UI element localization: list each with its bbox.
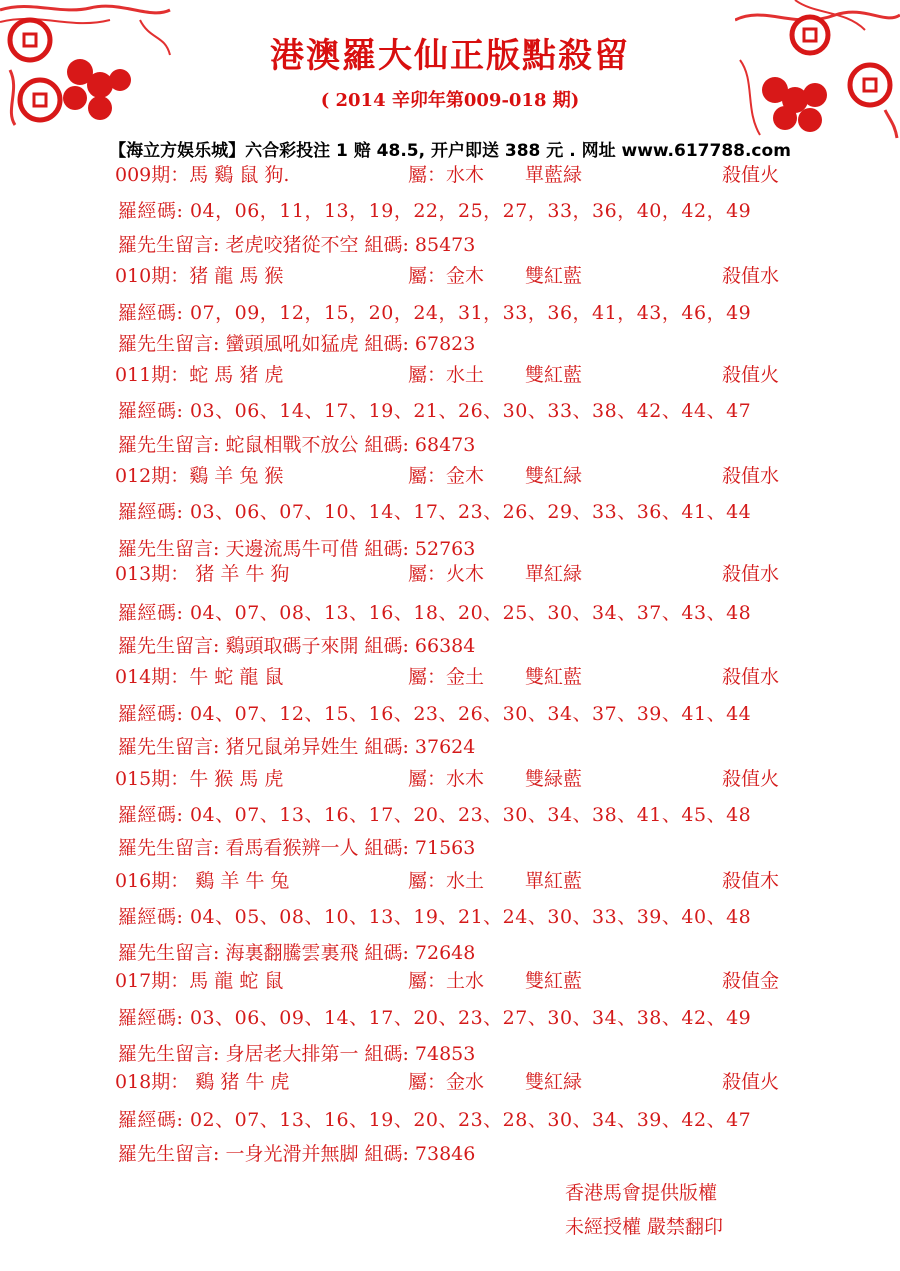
entry-message: 羅先生留言: 海裏翻騰雲裏飛 組碼: 72648 [118,942,476,964]
entry-kill: 殺值水 [722,465,780,487]
entry-period: 013期： 猪 羊 牛 狗 [115,563,290,585]
entry-period: 011期：蛇 馬 猪 虎 [115,364,284,386]
entry-shu: 屬：水土 [408,364,485,386]
entry-shu: 屬：水木 [408,164,485,186]
entry-color: 雙紅藍 [525,265,583,287]
entry-shu: 屬：火木 [408,563,485,585]
entry-period: 014期：牛 蛇 龍 鼠 [115,666,284,688]
entry-period: 010期：猪 龍 馬 猴 [115,265,284,287]
entry-numbers: 羅經碼: 04、07、12、15、16、23、26、30、34、37、39、41、44 [118,703,752,725]
entry-shu: 屬：金木 [408,465,485,487]
entry-numbers: 羅經碼: 03、06、07、10、14、17、23、26、29、33、36、41、44 [118,501,752,523]
entry-shu: 屬：金木 [408,265,485,287]
entry-kill: 殺值火 [722,364,780,386]
entry-numbers: 羅經碼: 04、05、08、10、13、19、21、24、30、33、39、40、48 [118,906,752,928]
entry-color: 單藍緑 [525,164,583,186]
entry-message: 羅先生留言: 天邊流馬牛可借 組碼: 52763 [118,538,476,560]
entry-message: 羅先生留言: 看馬看猴辨一人 組碼: 71563 [118,837,476,859]
entry-color: 雙紅藍 [525,666,583,688]
entry-shu: 屬：金土 [408,666,485,688]
entry-shu: 屬：水木 [408,768,485,790]
entry-numbers: 羅經碼: 02、07、13、16、19、20、23、28、30、34、39、42、47 [118,1109,752,1131]
ad-banner[interactable]: 【海立方娱乐城】六合彩投注 1 赔 48.5, 开户即送 388 元 . 网址 www.617788.com [109,141,791,161]
entry-shu: 屬：金水 [408,1071,485,1093]
entry-message: 羅先生留言: 猪兄鼠弟异姓生 組碼: 37624 [118,736,476,758]
entry-kill: 殺值火 [722,164,780,186]
footer-copyright: 香港馬會提供版權 [565,1182,718,1204]
entry-color: 單紅藍 [525,870,583,892]
entry-color: 雙紅藍 [525,364,583,386]
entry-color: 單紅緑 [525,563,583,585]
entry-color: 雙紅緑 [525,1071,583,1093]
page-title: 港澳羅大仙正版點殺留 [270,36,630,76]
entry-message: 羅先生留言: 一身光滑并無脚 組碼: 73846 [118,1143,476,1165]
entry-period: 009期：馬 鷄 鼠 狗. [115,164,290,186]
footer-warning: 未經授權 嚴禁翻印 [565,1216,724,1238]
entry-message: 羅先生留言: 蛇鼠相戰不放公 組碼: 68473 [118,434,476,456]
entry-message: 羅先生留言: 身居老大排第一 組碼: 74853 [118,1043,476,1065]
entry-kill: 殺值水 [722,265,780,287]
entry-period: 012期：鷄 羊 兔 猴 [115,465,284,487]
entry-kill: 殺值火 [722,768,780,790]
entry-numbers: 羅經碼: 03、06、14、17、19、21、26、30、33、38、42、44、47 [118,400,752,422]
entry-message: 羅先生留言: 老虎咬猪從不空 組碼: 85473 [118,234,476,256]
entry-period: 017期：馬 龍 蛇 鼠 [115,970,284,992]
entry-message: 羅先生留言: 蠻頭風吼如猛虎 組碼: 67823 [118,333,476,355]
entry-kill: 殺值水 [722,666,780,688]
entry-kill: 殺值火 [722,1071,780,1093]
entry-numbers: 羅經碼: 04、07、08、13、16、18、20、25、30、34、37、43、48 [118,602,752,624]
entry-color: 雙紅藍 [525,970,583,992]
entry-color: 雙緑藍 [525,768,583,790]
entry-kill: 殺值金 [722,970,780,992]
entry-numbers: 羅經碼: 03、06、09、14、17、20、23、27、30、34、38、42、49 [118,1007,752,1029]
entry-kill: 殺值木 [722,870,780,892]
entry-period: 016期： 鷄 羊 牛 兔 [115,870,290,892]
entry-color: 雙紅緑 [525,465,583,487]
entry-shu: 屬：土水 [408,970,485,992]
entry-period: 018期： 鷄 猪 牛 虎 [115,1071,290,1093]
entry-numbers: 羅經碼: 07，09，12，15，20，24，31，33，36，41，43，46，49 [118,302,752,324]
entry-numbers: 羅經碼: 04、07、13、16、17、20、23、30、34、38、41、45、48 [118,804,752,826]
entry-period: 015期：牛 猴 馬 虎 [115,768,284,790]
entry-message: 羅先生留言: 鷄頭取碼子來開 組碼: 66384 [118,635,476,657]
entry-kill: 殺值水 [722,563,780,585]
entry-numbers: 羅經碼: 04，06，11，13，19，22，25，27，33，36，40，42，49 [118,200,752,222]
entry-shu: 屬：水土 [408,870,485,892]
page-subtitle: ( 2014 辛卯年第009-018 期) [320,90,580,111]
